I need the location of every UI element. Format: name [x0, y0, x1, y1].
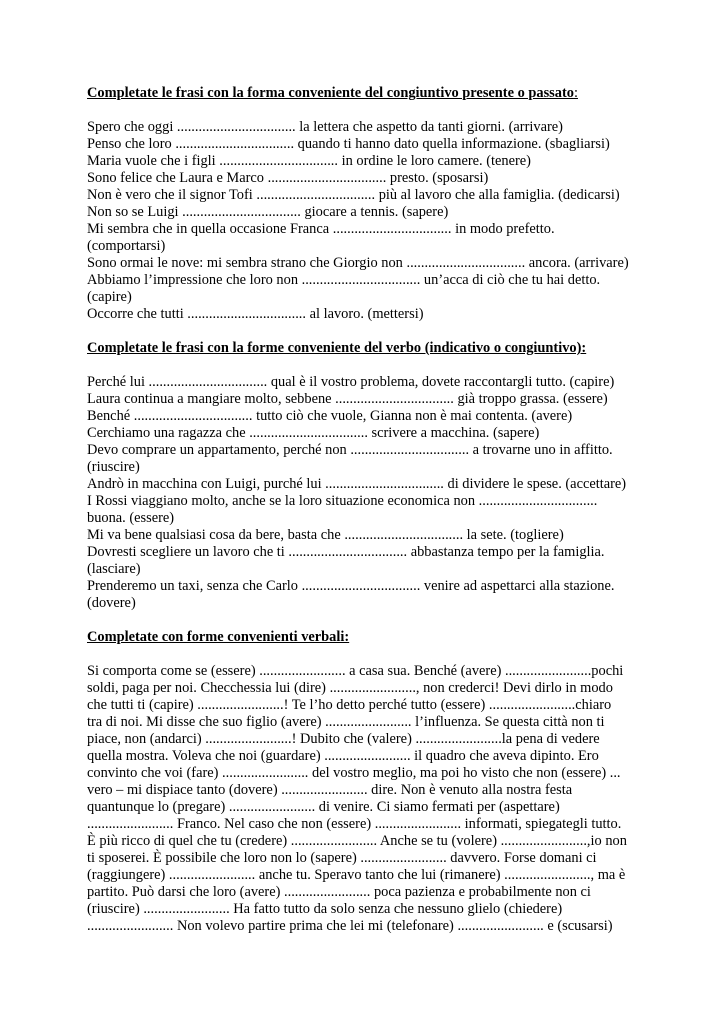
exercise-line: I Rossi viaggiano molto, anche se la loro situazione economica non ................................. [87, 493, 598, 509]
section2-exercises [87, 374, 665, 612]
exercise-line: Mi sembra che in quella occasione Franca ................................. in modo prefetto. [87, 221, 555, 237]
exercise-line: Laura continua a mangiare molto, sebbene ................................. già troppo grassa. (essere) [87, 391, 608, 407]
exercise-line: buona. (essere) [87, 510, 175, 526]
exercise-line: Andrò in macchina con Luigi, purché lui ................................. di dividere le spese. (accettare) [87, 476, 627, 492]
exercise-line: quella mostra. Voleva che noi (guardare) ........................ il quadro che aveva dipinto. Ero [87, 748, 599, 764]
exercise-line: ti sposerei. È possibile che loro non lo (sapere) ........................ davvero. Forse domani ci [87, 850, 597, 866]
exercise-line: Benché ................................. tutto ciò che vuole, Gianna non è mai contenta. (avere) [87, 408, 573, 424]
exercise-line: convinto che voi (fare) ........................ del vostro meglio, ma poi ho visto che non (essere) ... [87, 765, 621, 781]
exercise-line: Penso che loro ................................. quando ti hanno dato quella informazione. (sbagliarsi) [87, 136, 610, 152]
exercise-line: Maria vuole che i figli ................................. in ordine le loro camere. (tenere) [87, 153, 531, 169]
exercise-line: (dovere) [87, 595, 136, 611]
section1-title: Completate le frasi con la forma conveniente del congiuntivo presente o passato [87, 85, 574, 101]
exercise-line: (raggiungere) ........................ anche tu. Speravo tanto che lui (rimanere) ........................, ma è [87, 867, 626, 883]
exercise-line: (lasciare) [87, 561, 141, 577]
exercise-line: Dovresti scegliere un lavoro che ti ................................. abbastanza tempo per la famiglia. [87, 544, 605, 560]
section1-title-colon: : [573, 85, 578, 101]
exercise-line: Abbiamo l’impressione che loro non ................................. un’acca di ciò che tu hai detto. [87, 272, 601, 288]
exercise-line: partito. Può darsi che loro (avere) ........................ poca pazienza e probabilmente non ci [87, 884, 591, 900]
exercise-line: (riuscire) [87, 459, 140, 475]
exercise-line: tra di noi. Mi disse che suo figlio (avere) ........................ l’influenza. Se questa città non ti [87, 714, 605, 730]
section2-heading: Completate le frasi con la forme conveniente del verbo (indicativo o congiuntivo): [87, 340, 587, 356]
exercise-line: Devo comprare un appartamento, perché non ................................. a trovarne uno in affitto. [87, 442, 613, 458]
exercise-line: Prenderemo un taxi, senza che Carlo ................................. venire ad aspettarci alla stazione. [87, 578, 615, 594]
exercise-line: Si comporta come se (essere) ........................ a casa sua. Benché (avere) ........................pochi [87, 663, 624, 679]
exercise-line: Non è vero che il signor Tofi ................................. più al lavoro che alla famiglia. (dedicarsi) [87, 187, 620, 203]
exercise-line: Occorre che tutti ................................. al lavoro. (mettersi) [87, 306, 424, 322]
exercise-line: Non so se Luigi ................................. giocare a tennis. (sapere) [87, 204, 449, 220]
section3-heading: Completate con forme convenienti verbali: [87, 629, 350, 645]
exercise-line: Perché lui ................................. qual è il vostro problema, dovete raccontargli tutto. (capire) [87, 374, 615, 390]
exercise-line: È più ricco di quel che tu (credere) ........................ Anche se tu (volere) ........................,io non [87, 833, 627, 849]
exercise-line: Sono ormai le nove: mi sembra strano che Giorgio non ................................. ancora. (arrivare) [87, 255, 629, 271]
exercise-line: (capire) [87, 289, 132, 305]
exercise-line: quantunque lo (pregare) ........................ di venire. Ci siamo fermati per (aspettare) [87, 799, 560, 815]
exercise-line: (comportarsi) [87, 238, 166, 254]
exercise-line: piace, non (andarci) ........................! Dubito che (valere) ........................la pena di vedere [87, 731, 600, 747]
exercise-line: ........................ Non volevo partire prima che lei mi (telefonare) ........................ e (scusarsi) [87, 918, 613, 934]
exercise-line: (riuscire) ........................ Ha fatto tutto da solo senza che nessuno glielo (chiedere) [87, 901, 563, 917]
section3-paragraph [87, 663, 665, 935]
exercise-line: che tutti ti (capire) ........................! Te l’ho detto perché tutto (essere) ........................chiaro [87, 697, 612, 713]
section1-heading [87, 85, 665, 102]
exercise-line: Spero che oggi ................................. la lettera che aspetto da tanti giorni. (arrivare) [87, 119, 563, 135]
exercise-line: Sono felice che Laura e Marco ................................. presto. (sposarsi) [87, 170, 489, 186]
exercise-line: ........................ Franco. Nel caso che non (essere) ........................ informati, spiegategli tutto. [87, 816, 622, 832]
exercise-line: vero – mi dispiace tanto (dovere) ........................ dire. Non è venuto alla nostra festa [87, 782, 573, 798]
exercise-line: Cerchiamo una ragazza che ................................. scrivere a macchina. (sapere) [87, 425, 540, 441]
section1-exercises [87, 119, 665, 323]
exercise-line: Mi va bene qualsiasi cosa da bere, basta che ................................. la sete. (togliere) [87, 527, 564, 543]
exercise-line: soldi, paga per noi. Checchessia lui (dire) ........................, non crederci! Devi dirlo in modo [87, 680, 613, 696]
